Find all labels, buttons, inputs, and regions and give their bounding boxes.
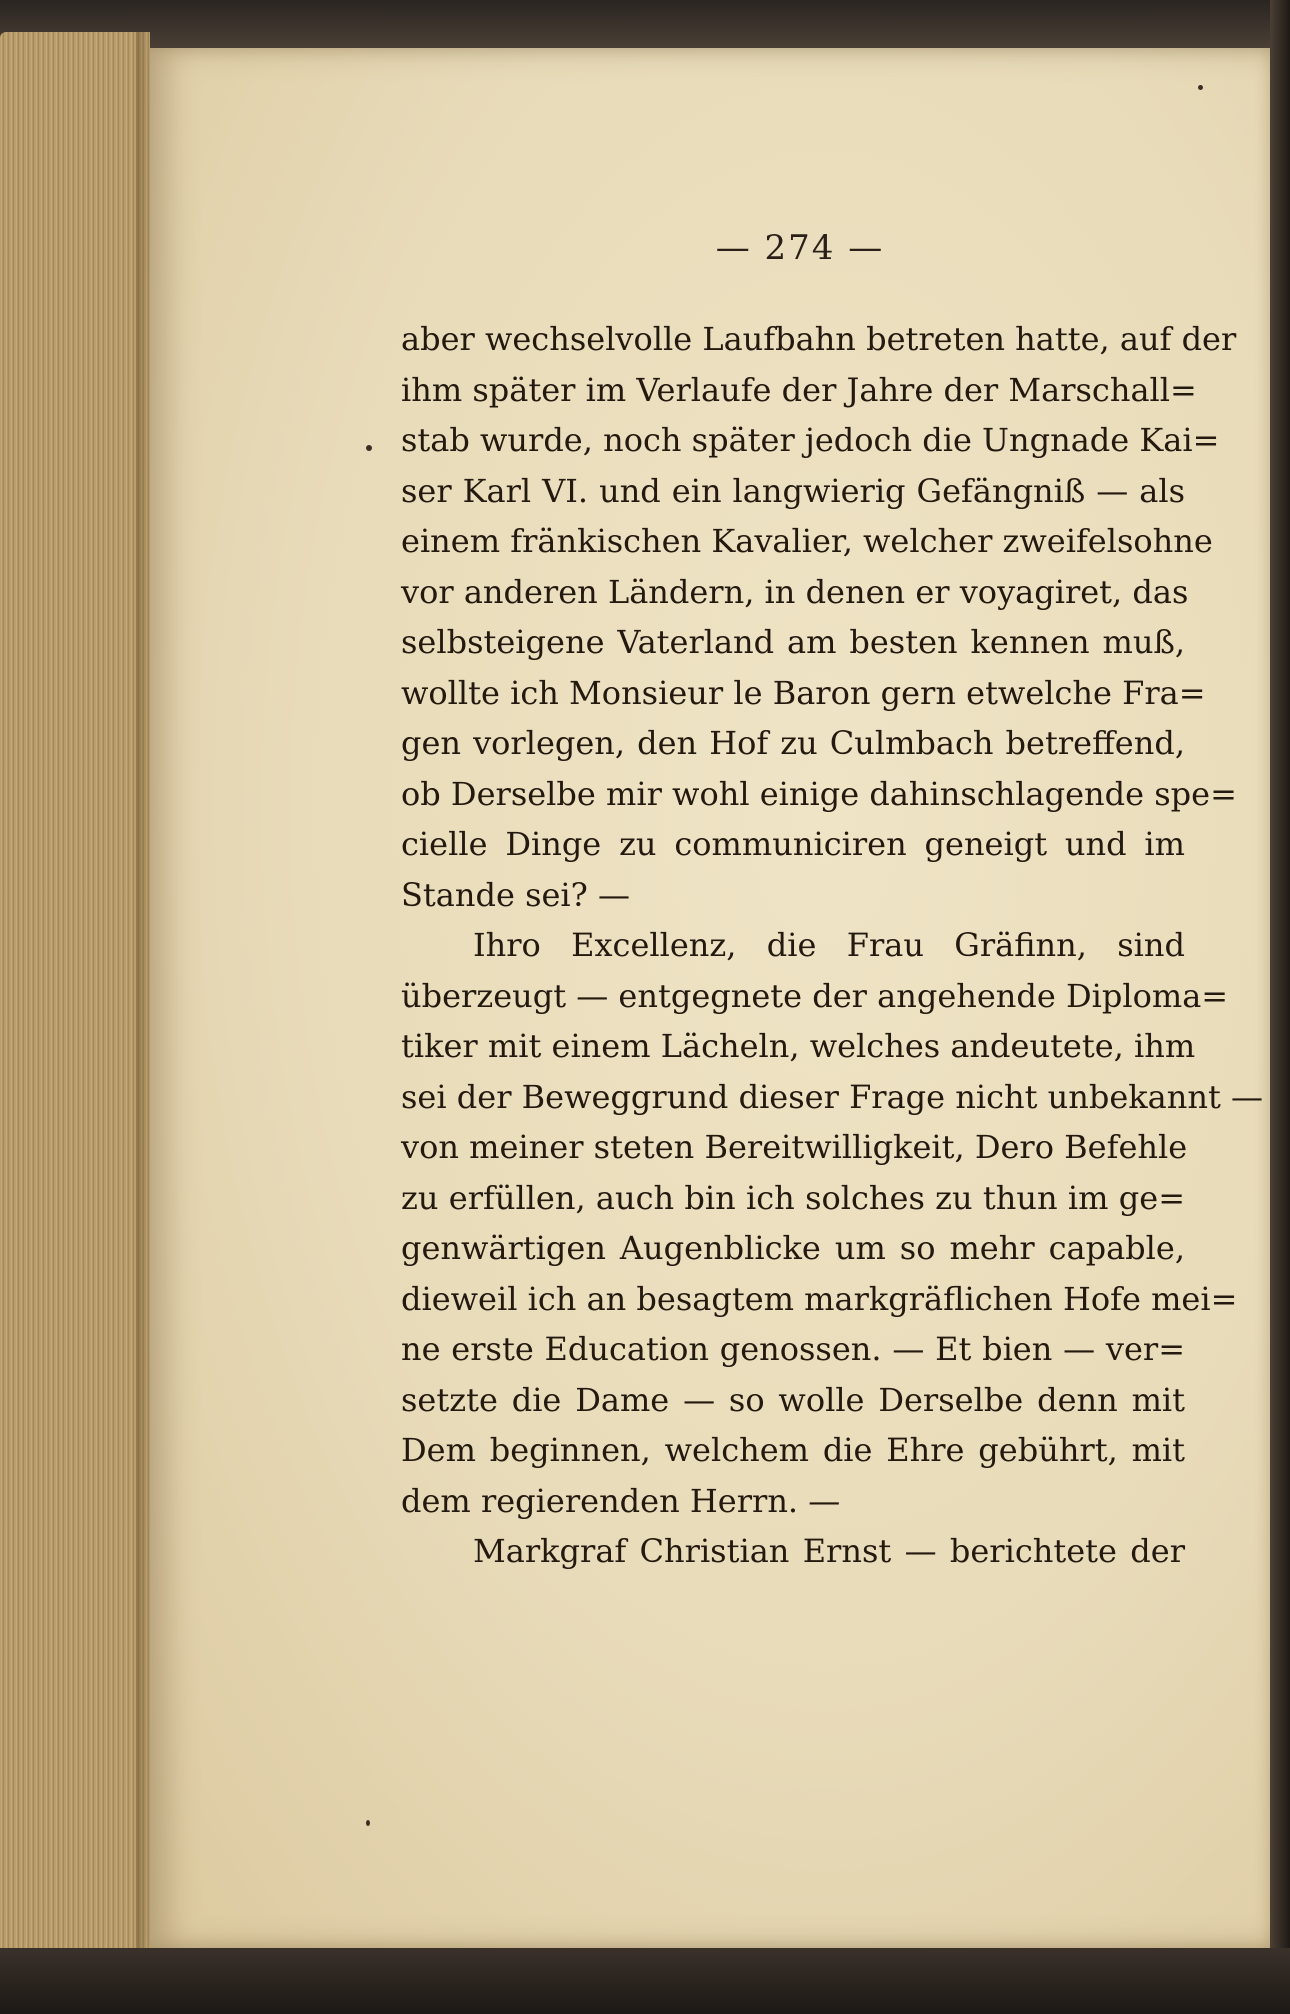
text-line: aber wechselvolle Laufbahn betreten hatte, auf der xyxy=(401,320,1237,358)
text-line: ser Karl VI. und ein langwierig Gefängniß — als xyxy=(401,471,1185,510)
paragraph-start-line: Ihro Excellenz, die Frau Gräfinn, sind xyxy=(473,926,1185,964)
text-line: genwärtigen Augenblicke um so mehr capable, xyxy=(401,1229,1185,1267)
text-line: ob Derselbe mir wohl einige dahinschlagende spe= xyxy=(401,774,1237,813)
text-line: ne erste Education genossen. — Et bien — ver= xyxy=(401,1330,1185,1368)
text-line: überzeugt — entgegnete der angehende Diploma= xyxy=(401,976,1229,1015)
page-number: — 274 — xyxy=(715,228,885,268)
text-line: einem fränkischen Kavalier, welcher zweifelsohne xyxy=(401,522,1213,560)
body-text xyxy=(401,314,1263,1577)
text-line: vor anderen Ländern, in denen er voyagiret, das xyxy=(401,572,1189,611)
paragraph-start-line: Markgraf Christian Ernst — berichtete der xyxy=(473,1532,1185,1570)
text-line: zu erfüllen, auch bin ich solches zu thun im ge= xyxy=(401,1178,1185,1217)
text-line: wollte ich Monsieur le Baron gern etwelche Fra= xyxy=(401,673,1206,712)
book-cover-bottom xyxy=(0,1948,1290,2014)
text-line: tiker mit einem Lächeln, welches andeutete, ihm xyxy=(401,1027,1196,1065)
text-line: Stande sei? — xyxy=(401,875,630,914)
text-line: setzte die Dame — so wolle Derselbe denn mit xyxy=(401,1380,1185,1419)
text-line: ihm später im Verlaufe der Jahre der Marschall= xyxy=(401,370,1197,409)
text-line: gen vorlegen, den Hof zu Culmbach betreffend, xyxy=(401,724,1185,762)
page-edges xyxy=(0,32,150,1962)
text-line: von meiner steten Bereitwilligkeit, Dero Befehle xyxy=(401,1128,1188,1166)
text-line: Dem beginnen, welchem die Ehre gebührt, mit xyxy=(401,1431,1185,1469)
text-line: sei der Beweggrund dieser Frage nicht unbekannt — xyxy=(401,1077,1263,1116)
text-line: dem regierenden Herrn. — xyxy=(401,1481,841,1520)
ink-speck xyxy=(366,445,372,451)
book-cover-right xyxy=(1270,0,1290,2014)
ink-speck xyxy=(1198,85,1203,90)
ink-speck xyxy=(366,1820,370,1826)
text-line: stab wurde, noch später jedoch die Ungnade Kai= xyxy=(401,421,1220,459)
text-line: cielle Dinge zu communiciren geneigt und im xyxy=(401,825,1185,863)
text-line: dieweil ich an besagtem markgräflichen Hofe mei= xyxy=(401,1279,1238,1318)
book-cover-top xyxy=(0,0,1290,48)
text-line: selbsteigene Vaterland am besten kennen muß, xyxy=(401,623,1185,661)
